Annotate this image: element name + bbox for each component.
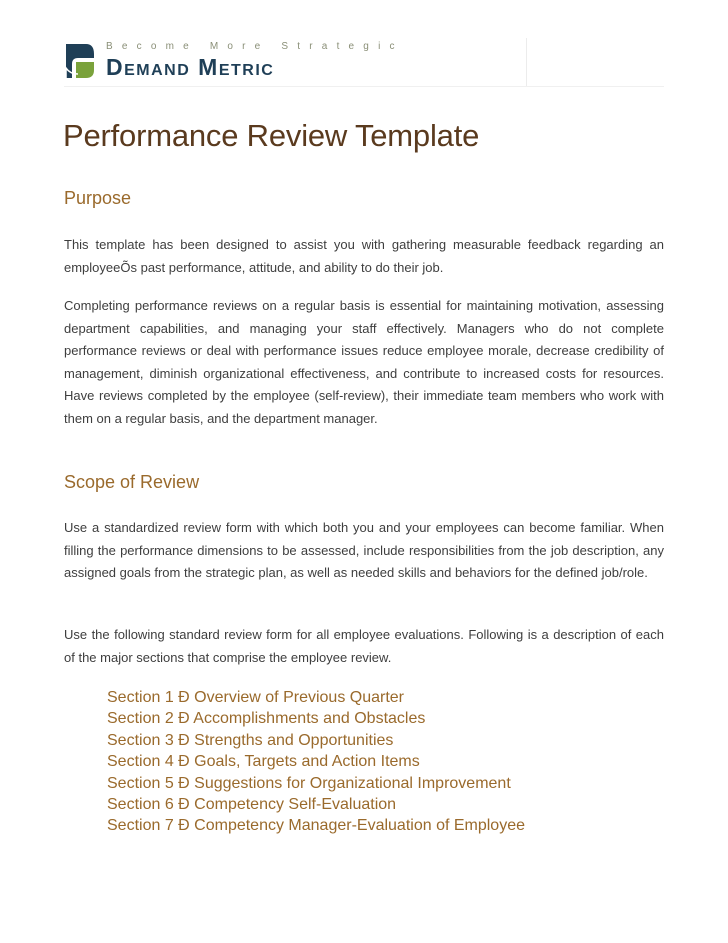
list-item: Section 7 Ð Competency Manager-Evaluation of Employee <box>107 817 525 835</box>
scope-paragraph-1: Use a standardized review form with which both you and your employees can become familiar. When filling the performance dimensions to be assessed, include responsibilities from the job description, any assigned goals from the strategic plan, as well as needed skills and behaviors for the defined job/role. <box>64 520 664 580</box>
purpose-paragraph-2: Completing performance reviews on a regular basis is essential for maintaining motivation, assessing department capabilities, and managing your staff effectively. Managers who do not complete performance reviews or deal with performance issues reduce employee morale, decrease credibility of management, diminish organizational effectiveness, and contribute to increased costs for resources. Have reviews completed by the employee (self-review), their immediate team members who work with them on a regular basis, and the department manager. <box>64 298 664 426</box>
brand-tagline: Become More Strategic <box>106 41 404 52</box>
list-item: Section 3 Ð Strengths and Opportunities <box>107 731 394 749</box>
scope-paragraph-2: Use the following standard review form for all employee evaluations. Following is a description of each of the major sections that comprise the employee review. <box>64 627 664 665</box>
page-title: Performance Review Template <box>63 118 480 153</box>
section-list <box>107 687 525 837</box>
brand-name: Demand Metric <box>106 54 275 80</box>
purpose-paragraph-1: This template has been designed to assist you with gathering measurable feedback regarding an employeeÕs past performance, attitude, and ability to do their job. <box>64 237 664 275</box>
list-item: Section 5 Ð Suggestions for Organizational Improvement <box>107 774 511 792</box>
page-header <box>64 38 664 88</box>
list-item: Section 6 Ð Competency Self-Evaluation <box>107 796 397 814</box>
purpose-heading: Purpose <box>64 188 132 208</box>
list-item: Section 4 Ð Goals, Targets and Action Items <box>107 753 420 771</box>
header-divider <box>526 38 527 86</box>
header-rule <box>64 86 664 87</box>
list-item: Section 1 Ð Overview of Previous Quarter <box>107 689 405 706</box>
demand-metric-logo-icon <box>64 42 96 80</box>
list-item: Section 2 Ð Accomplishments and Obstacles <box>107 710 426 728</box>
scope-heading: Scope of Review <box>64 472 200 492</box>
